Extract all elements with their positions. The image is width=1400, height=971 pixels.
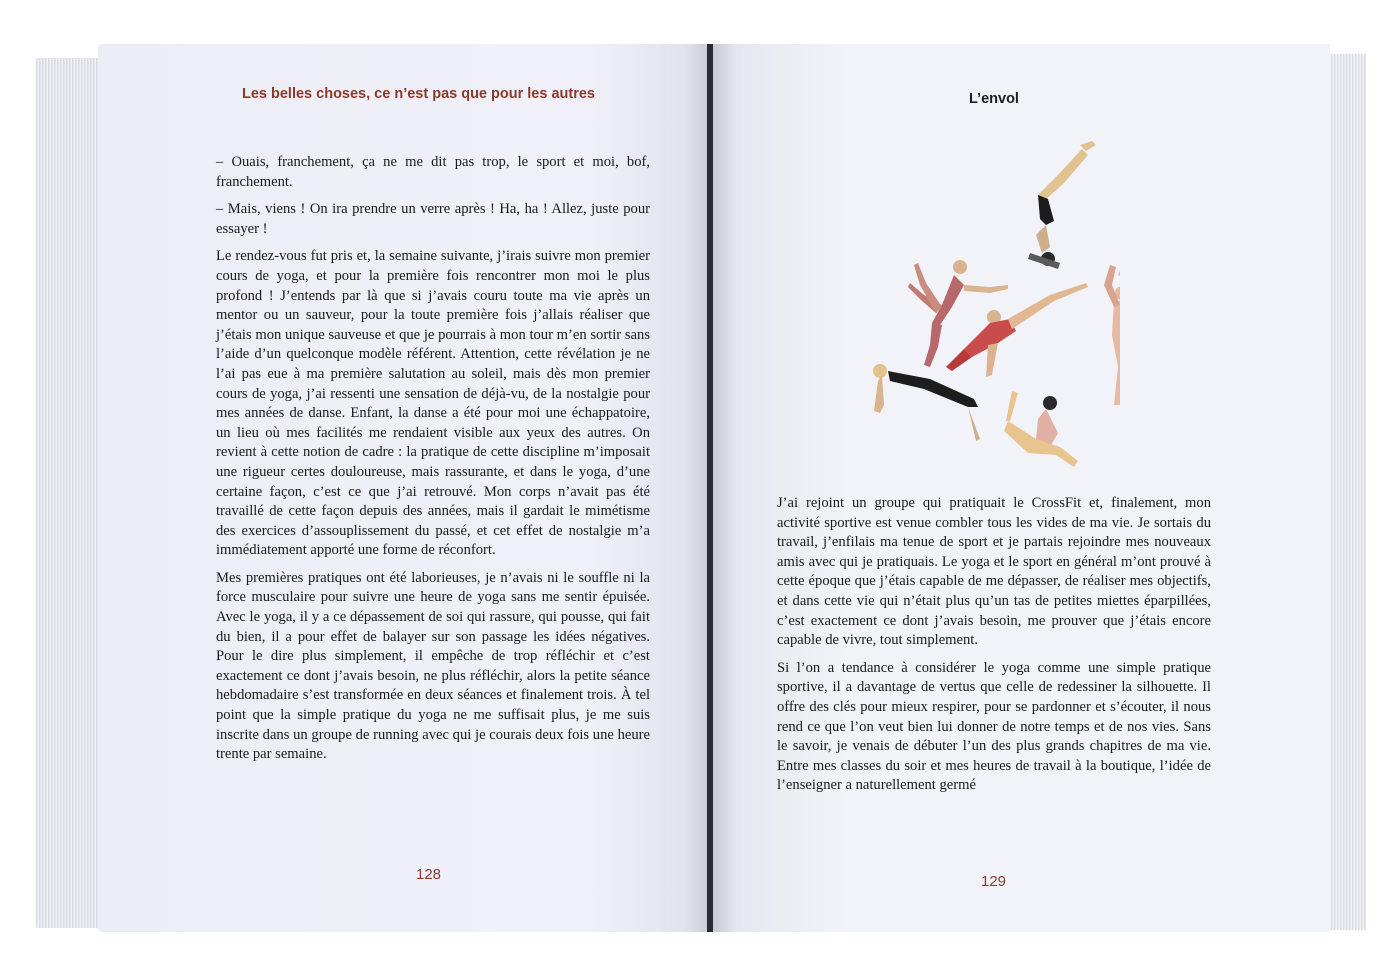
seated-twist-pose-figure	[1004, 391, 1078, 467]
running-head-right: L’envol	[969, 91, 1019, 107]
left-page-body	[216, 153, 650, 773]
paragraph: – Ouais, franchement, ça ne me dit pas trop, le sport et moi, bof, franchement.	[216, 154, 650, 190]
headstand-pose-figure	[1028, 141, 1096, 269]
page-number-left: 128	[416, 866, 442, 883]
paragraph: Mes premières pratiques ont été laborieuses, je n’avais ni le souffle ni la force musculaire pour suivre une heure de yoga sans me sentir épuisée. Avec le yoga, il y a ce dépassement de soi qui rassure, qui pousse, qui fait du bien, il a pour effet de balayer sur son passage les idées négatives. Pour le dire plus simplement, il empêche de trop réfléchir et c’est exactement ce dont j’avais besoin, ne plus réfléchir, alors la petite séance hebdomadaire s’est transformée en deux séances et finalement trois. À tel point que la simple pratique du yoga ne me suffisait plus, je me suis inscrite dans un groupe de running avec qui je courais deux fois une heure trente par semaine.	[216, 569, 650, 763]
downward-dog-pose-figure	[873, 364, 980, 441]
paragraph: Le rendez-vous fut pris et, la semaine suivante, j’irais suivre mon premier cours de yoga, et pour la première fois rencontrer mon moi le plus profond ! J’entends par là que si j’avais couru toute ma vie après un mentor ou un sauveur, pour la toute première fois j’allais réaliser que j’étais mon unique sauveuse et que je pourrais à mon tour m’en sortir sans l’aide d’un quelconque modèle référent. Attention, cette révélation je ne l’ai pas eue à ma première salutation au soleil, mais dès mon premier cours de yoga, j’ai ressenti une sensation de déjà-vu, de la nostalgie pour mes années de danse. Enfant, la danse a été pour moi une échappatoire, un lieu où mes facilités me rendaient visible aux yeux des autres. On revient à cette notion de cadre : la pratique de cette discipline m’imposait une rigueur certes douloureuse, mais rassurante, et dans le yoga, d’une certaine façon, c’est ce que j’ai retrouvé. Mon corps n’avait pas été travaillé de cette façon depuis des années, mais il gardait le mimétisme des exercices d’assouplissement du passé, et cet effet de nostalgie m’a immédiatement apporté une forme de réconfort.	[216, 248, 650, 559]
page-number-right: 129	[981, 873, 1007, 890]
paragraph: Si l’on a tendance à considérer le yoga comme une simple pratique sportive, il a davantage de vertus que celle de redessiner la silhouette. Il offre des clés pour mieux respirer, pour se pardonner et s’écouter, il nous rend ce que l’on veut bien lui donner de notre temps et de nos vies. Sans le savoir, je venais de débuter l’un des plus grands chapitres de ma vie. Entre mes classes du soir et mes heures de travail à la boutique, l’idée de l’enseigner a naturellement germé	[777, 659, 1211, 794]
page-edges-left	[36, 58, 106, 928]
running-head-left: Les belles choses, ce n’est pas que pour les autres	[242, 86, 595, 102]
tree-pose-figure	[1104, 265, 1120, 405]
paragraph: – Mais, viens ! On ira prendre un verre après ! Ha, ha ! Allez, juste pour essayer !	[216, 201, 650, 237]
right-page-body	[777, 494, 1211, 804]
yoga-poses-illustration-icon	[860, 135, 1120, 475]
paragraph: J’ai rejoint un groupe qui pratiquait le CrossFit et, finalement, mon activité sportive est venue combler tous les vides de ma vie. Je sortais du travail, j’enfilais ma tenue de sport et je partais rejoindre mes nouveaux amis avec qui je pratiquais. Le yoga et le sport en général m’ont prouvé à cette époque que j’étais capable de me dépasser, de réaliser mes objectifs, et dans cette vie qui n’était plus qu’un tas de petites miettes éparpillées, c’est exactement ce dont j’avais besoin, me prouver que j’étais encore capable de vivre, tout simplement.	[777, 495, 1211, 649]
side-plank-pose-figure	[946, 283, 1088, 377]
book-gutter	[707, 44, 713, 932]
